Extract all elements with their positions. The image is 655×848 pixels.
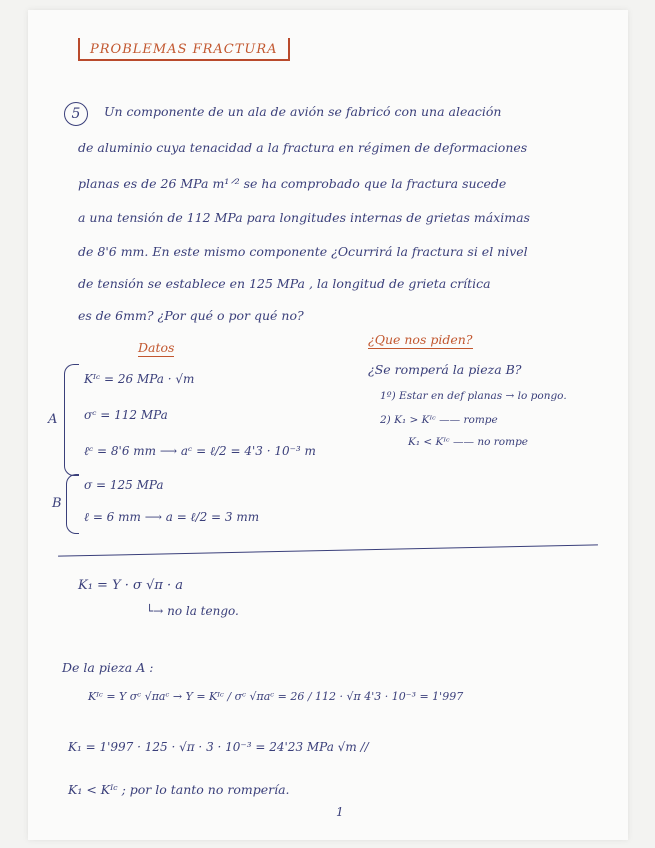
pide-heading <box>368 332 473 347</box>
group-a-brace <box>64 364 79 476</box>
statement-line-2: de aluminio cuya tenacidad a la fractura en régimen de deformaciones <box>78 140 528 155</box>
group-b-brace <box>66 474 79 534</box>
group-b-label: B <box>52 496 62 511</box>
datos-heading-text: Datos <box>138 340 175 355</box>
kic-equation: Kᴵᶜ = Y σᶜ √πaᶜ → Y = Kᴵᶜ / σᶜ √πaᶜ = 26 / 112 · √π 4'3 · 10⁻³ = 1'997 <box>88 690 464 703</box>
de-la-pieza: De la pieza A : <box>62 660 154 675</box>
pide-question: ¿Se romperá la pieza B? <box>368 362 522 377</box>
pide-step-1: 1º) Estar en def planas → lo pongo. <box>380 390 567 402</box>
group-a-line-3: ℓᶜ = 8'6 mm ⟶ aᶜ = ℓ/2 = 4'3 · 10⁻³ m <box>84 444 316 458</box>
notebook-page <box>28 10 628 840</box>
group-a-line-1: Kᴵᶜ = 26 MPa · √m <box>84 372 195 386</box>
page-title: PROBLEMAS FRACTURA <box>78 38 290 61</box>
ki-formula: K₁ = Y · σ √π · a <box>78 578 184 593</box>
statement-line-6: de tensión se establece en 125 MPa , la longitud de grieta crítica <box>78 276 491 291</box>
group-a-line-2: σᶜ = 112 MPa <box>84 408 168 422</box>
ki-result: K₁ = 1'997 · 125 · √π · 3 · 10⁻³ = 24'23 MPa √m // <box>68 740 369 754</box>
statement-line-1: Un componente de un ala de avión se fabricó con una aleación <box>104 104 502 119</box>
statement-line-7: es de 6mm? ¿Por qué o por qué no? <box>78 308 304 323</box>
statement-line-4: a una tensión de 112 MPa para longitudes internas de grietas máximas <box>78 210 530 225</box>
pide-step-2: 2) K₁ > Kᴵᶜ —— rompe <box>380 414 498 426</box>
statement-line-3: planas es de 26 MPa m¹ᐟ² se ha comprobado que la fractura sucede <box>78 176 507 191</box>
section-divider <box>58 544 598 556</box>
group-b-line-2: ℓ = 6 mm ⟶ a = ℓ/2 = 3 mm <box>84 510 260 524</box>
ki-note: └→ no la tengo. <box>146 604 239 618</box>
datos-heading <box>138 340 174 355</box>
pide-heading-text: ¿Que nos piden? <box>368 332 473 347</box>
group-b-line-1: σ = 125 MPa <box>84 478 164 492</box>
statement-line-5: de 8'6 mm. En este mismo componente ¿Ocurrirá la fractura si el nivel <box>78 244 528 259</box>
conclusion: K₁ < Kᴵᶜ ; por lo tanto no rompería. <box>68 782 290 797</box>
pide-step-3: K₁ < Kᴵᶜ —— no rompe <box>408 436 529 448</box>
problem-number: 5 <box>64 102 88 126</box>
page-number: 1 <box>336 805 344 819</box>
group-a-label: A <box>48 412 58 427</box>
